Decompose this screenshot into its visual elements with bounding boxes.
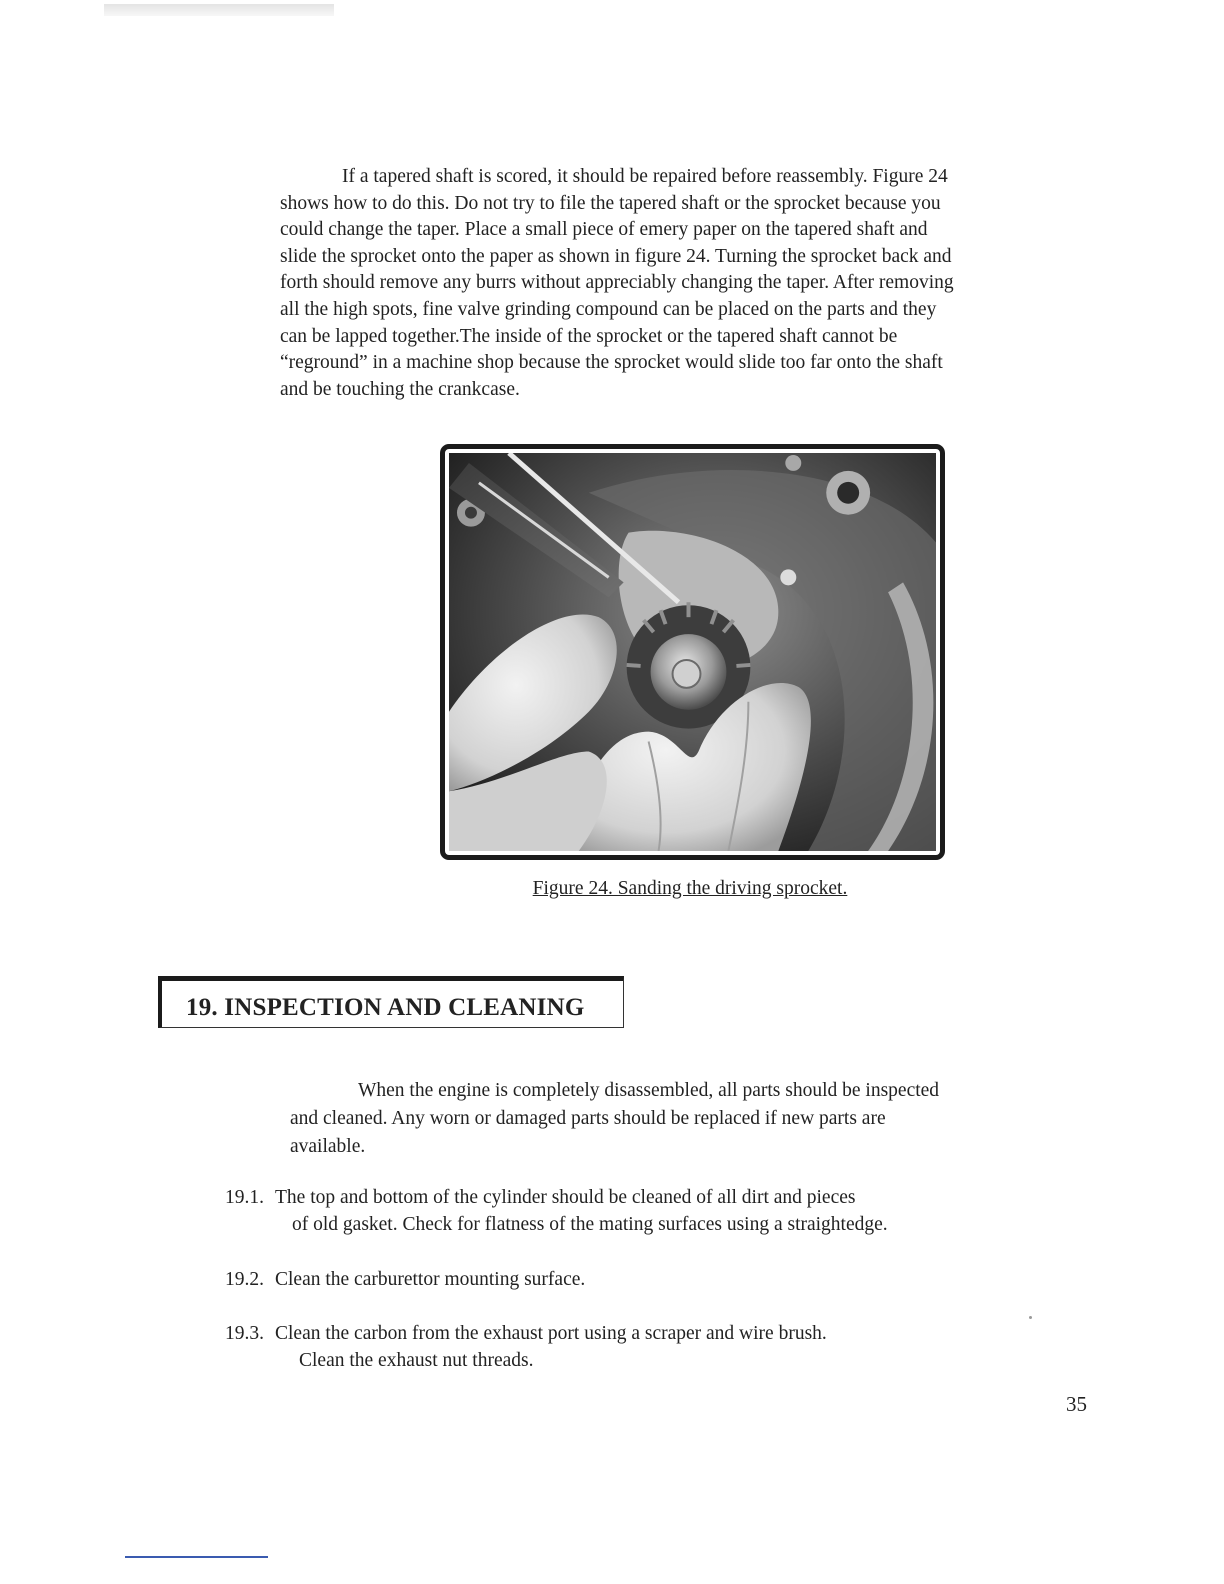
list-item-text-continued: Clean the exhaust nut threads. bbox=[299, 1350, 534, 1371]
stud-hole-top bbox=[785, 455, 801, 471]
bolt-head-right-center bbox=[837, 482, 859, 504]
figure-caption: Figure 24. Sanding the driving sprocket. bbox=[532, 878, 848, 899]
figure-24-photo-frame bbox=[440, 444, 945, 860]
list-item bbox=[225, 1184, 985, 1238]
section-heading: 19. INSPECTION AND CLEANING bbox=[186, 994, 585, 1021]
bolt-head-left-center bbox=[465, 507, 477, 519]
list-item-number: 19.1. bbox=[225, 1187, 264, 1208]
scan-speck bbox=[1029, 1316, 1032, 1319]
intro-paragraph: If a tapered shaft is scored, it should be repaired before reassembly. Figure 24 shows how to do this. Do not try to file the tapered shaft or the sprocket because you could change the taper. Place a small piece of emery paper on the tapered shaft and slide the sprocket onto the paper as shown in figure 24. Turning the sprocket back and forth should remove any burrs without appreciably changing the taper. After removing all the high spots, fine valve grinding compound can be placed on the parts and they can be lapped together.The inside of the sprocket or the tapered shaft cannot be “reground” in a machine shop because the sprocket would slide too far onto the shaft and be touching the crankcase. bbox=[280, 166, 954, 400]
section-paragraph: When the engine is completely disassembled, all parts should be inspected and cleaned. Any worn or damaged parts should be replaced if new parts are available. bbox=[290, 1080, 940, 1157]
list-item bbox=[225, 1266, 985, 1293]
scan-artifact-top bbox=[104, 4, 334, 16]
page-number: 35 bbox=[1066, 1392, 1087, 1416]
list-item-number: 19.3. bbox=[225, 1323, 264, 1344]
list-item-text: Clean the carburettor mounting surface. bbox=[275, 1269, 586, 1290]
list-item bbox=[225, 1320, 985, 1374]
list-item-text: Clean the carbon from the exhaust port using a scraper and wire brush. bbox=[275, 1323, 827, 1344]
tapered-shaft-end bbox=[673, 660, 701, 688]
list-item-text-continued: of old gasket. Check for flatness of the mating surfaces using a straightedge. bbox=[292, 1214, 888, 1235]
list-item-text: The top and bottom of the cylinder should be cleaned of all dirt and pieces bbox=[275, 1187, 856, 1208]
stud-hole-right bbox=[780, 569, 796, 585]
scan-artifact-bottom-line bbox=[125, 1556, 268, 1558]
figure-24-photo bbox=[449, 453, 936, 851]
list-item-number: 19.2. bbox=[225, 1269, 264, 1290]
